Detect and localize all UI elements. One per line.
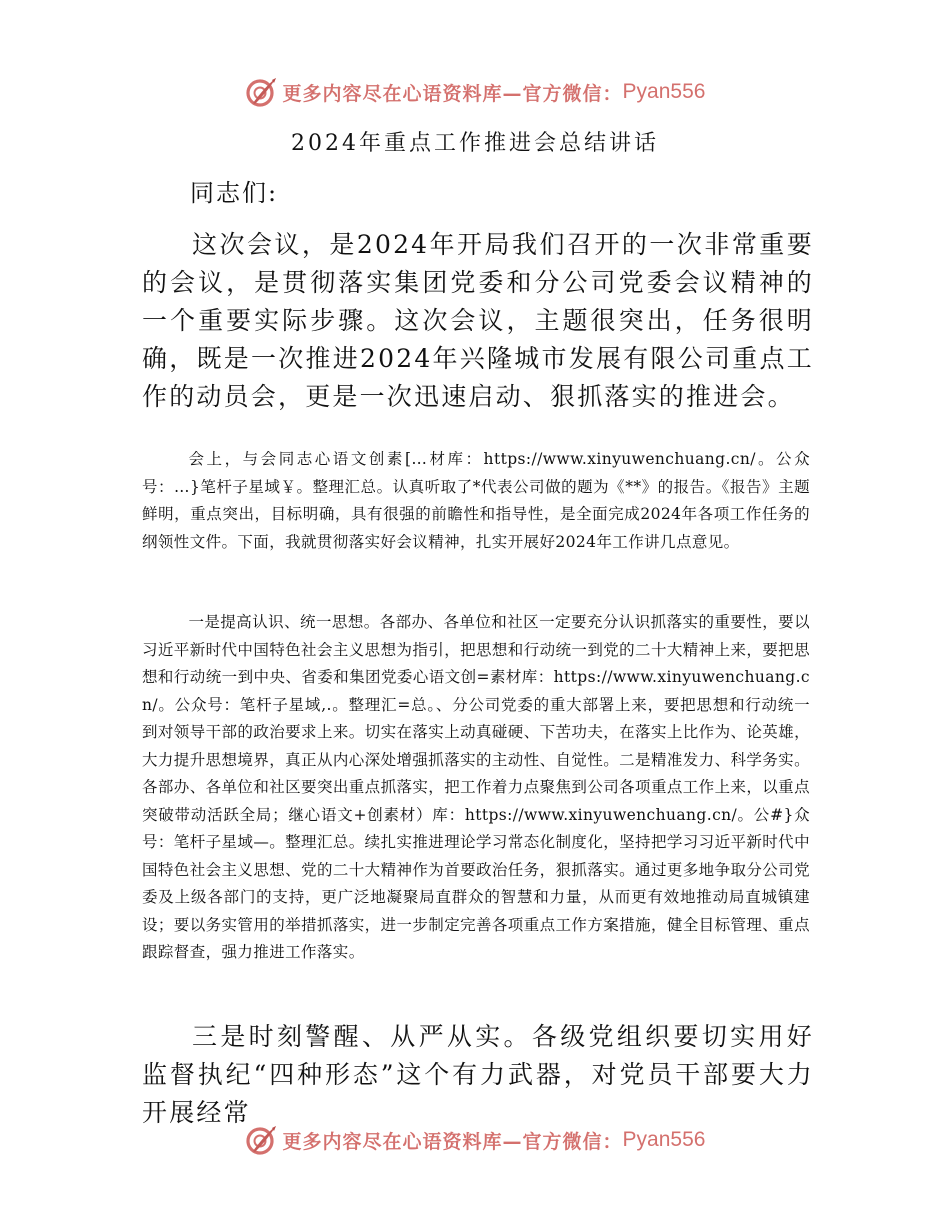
point-three-paragraph: 三是时刻警醒、从严从实。各级党组织要切实用好监督执纪“四种形态”这个有力武器，对党员干部要大力开展经常 [142,1022,814,1127]
points-one-two-paragraph: 一是提高认识、统一思想。各部办、各单位和社区一定要充分认识抓落实的重要性，要以习近平新时代中国特色社会主义思想为指引，把思想和行动统一到党的二十大精神上来，要把思想和行动统一到中央、省委和集团党委心语文创=素材库：https://www.xinyuwenchuang.cn/。公众号：笔杆子星域,.。整理汇=总。、分公司党委的重大部署上来，要把思想和行动统一到对领导干部的政治要求上来。切实在落实上动真碰硬、下苦功夫，在落实上比作为、论英雄，大力提升思想境界，真正从内心深处增强抓落实的主动性、自觉性。二是精准发力、科学务实。各部办、各单位和社区要突出重点抓落实，把工作着力点聚焦到公司各项重点工作上来，以重点突破带动活跃全局；继心语文+创素材）库：https://www.xinyuwenchuang.cn/。公#}众号：笔杆子星域—。整理汇总。续扎实推进理论学习常态化制度化，坚持把学习习近平新时代中国特色社会主义思想、党的二十大精神作为首要政治任务，狠抓落实。通过更多地争取分公司党委及上级各部门的支持，更广泛地凝聚局直群众的智慧和力量，从而更有效地推动局直城镇建设；要以务实管用的举措抓落实，进一步制定完善各项重点工作方案措施，健全目标管理、重点跟踪督查，强力推进工作落实。 [142,613,810,961]
watermark-text: 更多内容尽在心语资料库—官方微信： [282,1130,623,1153]
watermark-text: 更多内容尽在心语资料库—官方微信： [282,82,623,105]
document-title: 2024年重点工作推进会总结讲话 [291,131,659,156]
watermark-wechat-id: Pyan556 [622,1128,706,1151]
opening-paragraph: 这次会议，是2024年开局我们召开的一次非常重要的会议，是贯彻落实集团党委和分公司党委会议精神的一个重要实际步骤。这次会议，主题很突出，任务很明确，既是一次推进2024年兴隆城市发展有限公司重点工作的动员会，更是一次迅速启动、狠抓落实的推进会。 [142,230,814,411]
footer-watermark-banner [0,1120,950,1160]
meeting-report-paragraph: 会上，与会同志心语文创素[…材库：https://www.xinyuwenchuang.cn/。公众号：…}笔杆子星域￥。整理汇总。认真听取了*代表公司做的题为《**》的报告。《报告》主题鲜明，重点突出，目标明确，具有很强的前瞻性和指导性，是全面完成2024年各项工作任务的纲领性文件。下面，我就贯彻落实好会议精神，扎实开展好2024年工作讲几点意见。 [142,450,810,551]
quill-logo-icon [245,1123,279,1157]
header-watermark-banner [0,72,950,112]
quill-logo-icon [245,75,279,109]
salutation: 同志们: [190,179,279,207]
watermark-wechat-id: Pyan556 [622,80,706,103]
